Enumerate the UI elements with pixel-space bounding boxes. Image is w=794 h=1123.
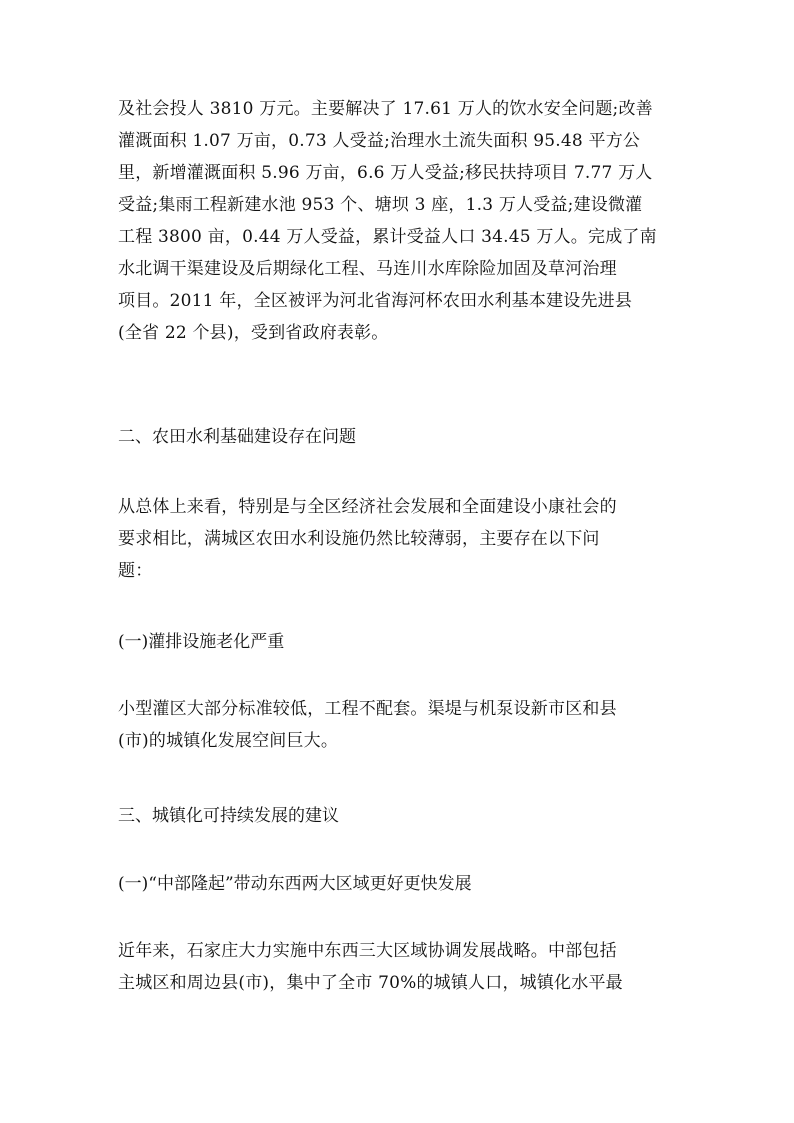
paragraph-line: (全省 22 个县)，受到省政府表彰。 [118,323,389,343]
paragraph-line: 从总体上来看，特别是与全区经济社会发展和全面建设小康社会的 [118,497,617,517]
paragraph-line: 及社会投人 3810 万元。主要解决了 17.61 万人的饮水安全问题;改善 [118,99,653,119]
paragraph-line: (市)的城镇化发展空间巨大。 [118,731,339,751]
paragraph-line: 工程 3800 亩，0.44 万人受益，累计受益人口 34.45 万人。完成了南 [118,227,657,247]
paragraph-line: 主城区和周边县(市)，集中了全市 70%的城镇人口，城镇化水平最 [118,973,623,993]
paragraph-line: 小型灌区大部分标准较低，工程不配套。渠堤与机泵设新市区和县 [118,699,617,719]
paragraph-line: 题： [118,561,153,581]
subheading-central-rise: (一)“中部隆起”带动东西两大区域更好更快发展 [118,874,472,894]
paragraph-line: 项目。2011 年，全区被评为河北省海河杯农田水利基本建设先进县 [118,291,633,311]
subheading-irrigation-aging: (一)灌排设施老化严重 [118,632,285,652]
paragraph-line: 近年来，石家庄大力实施中东西三大区域协调发展战略。中部包括 [118,941,617,961]
paragraph-line: 水北调干渠建设及后期绿化工程、马连川水库除险加固及草河治理 [118,259,617,279]
paragraph-water-conservancy-results [118,93,678,349]
paragraph-irrigation-standard [118,693,678,757]
paragraph-line: 受益;集雨工程新建水池 953 个、塘坝 3 座，1.3 万人受益;建设微灌 [118,195,643,215]
paragraph-regional-strategy [118,935,678,999]
paragraph-line: 要求相比，满城区农田水利设施仍然比较薄弱，主要存在以下问 [118,529,600,549]
paragraph-problems-overview [118,491,678,587]
section-heading-urbanization-suggestions: 三、城镇化可持续发展的建议 [118,806,339,826]
section-heading-problems: 二、农田水利基础建设存在问题 [118,427,356,447]
paragraph-line: 灌溉面积 1.07 万亩，0.73 人受益;治理水土流失面积 95.48 平方公 [118,131,641,151]
paragraph-line: 里，新增灌溉面积 5.96 万亩，6.6 万人受益;移民扶持项目 7.77 万人 [118,163,653,183]
